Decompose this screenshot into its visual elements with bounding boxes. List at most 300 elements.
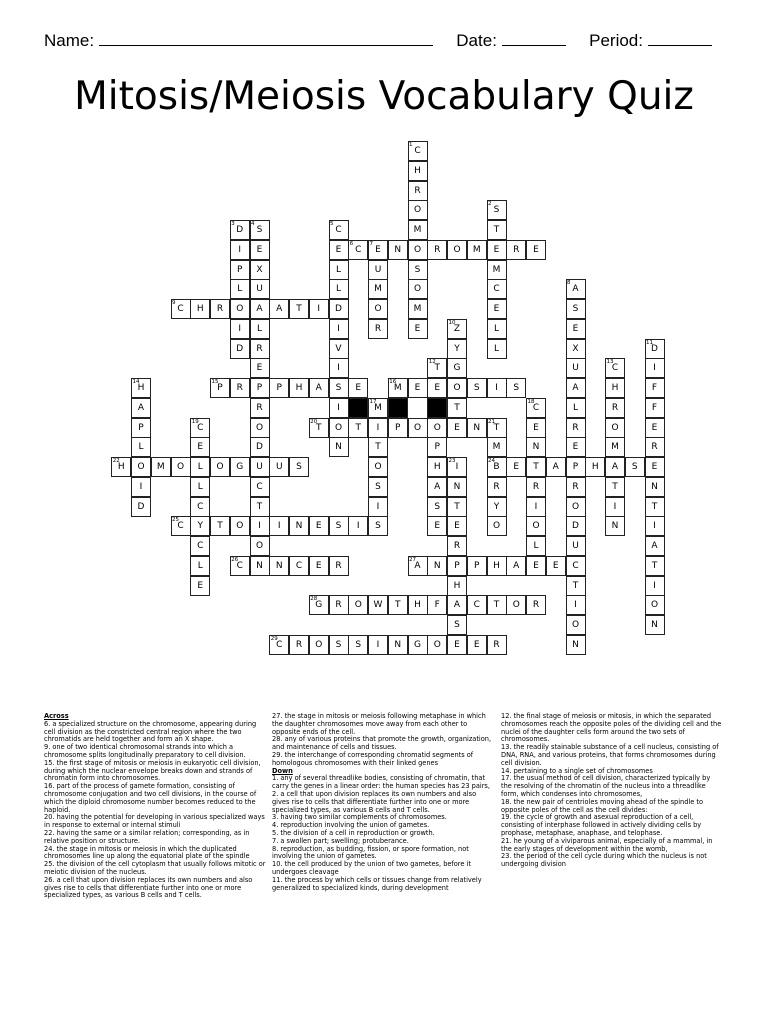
grid-cell[interactable]: P	[467, 556, 487, 576]
grid-cell[interactable]: T	[645, 556, 665, 576]
grid-block	[427, 398, 447, 418]
grid-cell[interactable]: O	[487, 516, 507, 536]
grid-cell[interactable]: S	[467, 378, 487, 398]
grid-cell[interactable]: A	[250, 299, 270, 319]
grid-cell[interactable]: D	[230, 220, 250, 240]
grid-cell[interactable]: I	[645, 358, 665, 378]
grid-cell[interactable]: O	[427, 418, 447, 438]
grid-cell[interactable]: N	[269, 556, 289, 576]
grid-cell[interactable]: R	[506, 240, 526, 260]
grid-cell[interactable]: F	[645, 398, 665, 418]
grid-cell[interactable]: T	[487, 220, 507, 240]
grid-cell[interactable]: O	[230, 299, 250, 319]
clue-number: 25	[172, 517, 179, 524]
grid-cell[interactable]: W	[368, 595, 388, 615]
grid-cell[interactable]: I	[131, 477, 151, 497]
grid-cell[interactable]: B	[487, 457, 507, 477]
grid-cell[interactable]: G	[230, 457, 250, 477]
clue-number: 29	[270, 635, 278, 642]
grid-cell[interactable]: C	[526, 398, 546, 418]
grid-cell[interactable]: T	[645, 497, 665, 517]
grid-cell[interactable]: E	[546, 556, 566, 576]
grid-cell[interactable]: F	[645, 378, 665, 398]
grid-cell[interactable]: O	[427, 635, 447, 655]
grid-cell[interactable]: R	[566, 477, 586, 497]
grid-cell[interactable]: O	[368, 457, 388, 477]
grid-cell[interactable]: E	[447, 635, 467, 655]
grid-cell[interactable]: S	[368, 477, 388, 497]
grid-cell[interactable]: E	[348, 378, 368, 398]
grid-cell[interactable]: E	[526, 240, 546, 260]
grid-cell[interactable]: D	[131, 497, 151, 517]
grid-cell[interactable]: R	[605, 398, 625, 418]
grid-cell[interactable]: O	[408, 418, 428, 438]
grid-cell[interactable]: O	[566, 615, 586, 635]
grid-cell[interactable]: I	[526, 497, 546, 517]
clue-number: 2	[488, 201, 492, 208]
grid-cell[interactable]: C	[348, 240, 368, 260]
grid-cell[interactable]: E	[487, 299, 507, 319]
clue-text: 16. part of the process of gamete formation, consisting of chromosome conjugation and two cell divisions, in the course of which the diploid chromosome number becomes reduced to the haploid.	[44, 782, 257, 814]
period-label: Period:	[589, 31, 643, 50]
grid-cell[interactable]: S	[506, 378, 526, 398]
grid-cell[interactable]: L	[329, 260, 349, 280]
grid-cell[interactable]: N	[467, 418, 487, 438]
grid-cell[interactable]: E	[190, 576, 210, 596]
grid-cell[interactable]: I	[329, 358, 349, 378]
grid-cell[interactable]: M	[408, 220, 428, 240]
clue-text: 3. having two similar complements of chromosomes.	[272, 813, 447, 822]
grid-cell[interactable]: X	[566, 339, 586, 359]
grid-cell[interactable]: R	[329, 595, 349, 615]
grid-cell[interactable]: H	[447, 576, 467, 596]
clue-text: 9. one of two identical chromosomal strands into which a chromosome splits longitudinally preparatory to cell division.	[44, 743, 246, 759]
grid-cell[interactable]: O	[605, 418, 625, 438]
clue-number: 26	[231, 556, 239, 563]
clue-number: 8	[567, 280, 571, 287]
grid-cell[interactable]: S	[368, 516, 388, 536]
grid-cell[interactable]: O	[447, 378, 467, 398]
grid-cell[interactable]: O	[566, 497, 586, 517]
grid-cell[interactable]: H	[408, 161, 428, 181]
grid-cell[interactable]: L	[230, 279, 250, 299]
clue-text: 4. reproduction involving the union of gametes.	[272, 821, 430, 830]
grid-cell[interactable]: N	[566, 635, 586, 655]
grid-cell[interactable]: O	[309, 635, 329, 655]
grid-cell[interactable]: S	[289, 457, 309, 477]
grid-cell[interactable]: O	[210, 457, 230, 477]
grid-cell[interactable]: E	[309, 556, 329, 576]
grid-cell[interactable]: U	[250, 279, 270, 299]
grid-cell[interactable]: O	[329, 418, 349, 438]
grid-cell[interactable]: O	[250, 536, 270, 556]
grid-cell[interactable]: P	[427, 437, 447, 457]
clue-text: 14. pertaining to a single set of chromosomes	[501, 766, 653, 775]
clue-text: 5. the division of a cell in reproduction or growth.	[272, 828, 435, 837]
clue-number: 11	[646, 339, 653, 346]
grid-cell[interactable]: I	[348, 516, 368, 536]
grid-cell[interactable]: O	[348, 595, 368, 615]
grid-cell[interactable]: T	[368, 437, 388, 457]
clue-text: 7. a swollen part; swelling; protuberance.	[272, 836, 409, 845]
grid-cell[interactable]: A	[269, 299, 289, 319]
grid-cell[interactable]: L	[566, 398, 586, 418]
grid-cell[interactable]: S	[625, 457, 645, 477]
grid-cell[interactable]: C	[171, 516, 191, 536]
grid-cell[interactable]: A	[645, 536, 665, 556]
grid-cell[interactable]: A	[605, 457, 625, 477]
grid-cell[interactable]: M	[467, 240, 487, 260]
grid-cell[interactable]: E	[526, 556, 546, 576]
clue-text: 26. a cell that upon division replaces its own numbers and also gives rise to cells that differentiate further into one or more specialized types, as various B cells and T cells.	[44, 875, 253, 900]
grid-cell[interactable]: P	[566, 457, 586, 477]
grid-cell[interactable]: O	[408, 279, 428, 299]
grid-cell[interactable]: H	[427, 457, 447, 477]
grid-cell[interactable]: T	[487, 595, 507, 615]
grid-cell[interactable]: D	[250, 437, 270, 457]
grid-cell[interactable]: P	[131, 418, 151, 438]
grid-cell[interactable]: I	[605, 497, 625, 517]
grid-cell[interactable]: S	[250, 220, 270, 240]
grid-cell[interactable]: A	[427, 477, 447, 497]
grid-cell[interactable]: O	[506, 595, 526, 615]
grid-cell[interactable]: T	[250, 497, 270, 517]
clue-text: 6. a specialized structure on the chromosome, appearing during cell division as the constricted central region where the two chromatids are held together and form an X shape.	[44, 719, 257, 744]
clue-number: 16	[389, 379, 397, 385]
grid-cell[interactable]: U	[566, 358, 586, 378]
grid-cell[interactable]: S	[348, 635, 368, 655]
grid-cell[interactable]: L	[487, 339, 507, 359]
grid-cell[interactable]: M	[368, 279, 388, 299]
grid-cell[interactable]: O	[131, 457, 151, 477]
grid-cell[interactable]: U	[269, 457, 289, 477]
clue-number: 27	[409, 556, 416, 563]
grid-cell[interactable]: T	[289, 299, 309, 319]
grid-cell[interactable]: E	[427, 378, 447, 398]
grid-cell[interactable]: R	[487, 477, 507, 497]
grid-cell[interactable]: H	[408, 595, 428, 615]
clue-column-middle	[272, 713, 492, 892]
grid-cell[interactable]: E	[467, 635, 487, 655]
grid-cell[interactable]: N	[645, 477, 665, 497]
grid-cell[interactable]: G	[447, 358, 467, 378]
grid-cell[interactable]: M	[605, 437, 625, 457]
grid-cell[interactable]: R	[368, 319, 388, 339]
clue-number: 24	[488, 458, 495, 464]
grid-cell[interactable]: R	[526, 595, 546, 615]
grid-cell[interactable]: C	[190, 536, 210, 556]
grid-cell[interactable]: X	[250, 260, 270, 280]
grid-cell[interactable]: Z	[447, 319, 467, 339]
grid-cell[interactable]: T	[605, 477, 625, 497]
grid-cell[interactable]: R	[408, 181, 428, 201]
grid-cell[interactable]: E	[566, 319, 586, 339]
grid-cell[interactable]: C	[289, 556, 309, 576]
grid-cell[interactable]: L	[131, 437, 151, 457]
grid-cell[interactable]: T	[447, 497, 467, 517]
grid-cell[interactable]: O	[447, 240, 467, 260]
clue-text: 20. having the potential for developing in various specialized ways in response to external or internal stimuli	[44, 813, 265, 830]
grid-cell[interactable]: T	[427, 358, 447, 378]
clue-number: 3	[231, 221, 235, 227]
grid-cell[interactable]: U	[250, 457, 270, 477]
clue-text: 21. he young of a viviparous animal, especially of a mammal, in the early stages of development within the womb,	[501, 836, 713, 853]
grid-cell[interactable]: E	[408, 378, 428, 398]
grid-cell[interactable]: G	[408, 635, 428, 655]
clue-number: 4	[251, 221, 255, 227]
grid-cell[interactable]: L	[329, 279, 349, 299]
grid-cell[interactable]: E	[645, 457, 665, 477]
grid-cell[interactable]: R	[250, 398, 270, 418]
grid-cell[interactable]: P	[388, 418, 408, 438]
grid-cell[interactable]: P	[230, 260, 250, 280]
grid-cell[interactable]: E	[368, 240, 388, 260]
grid-cell[interactable]: I	[447, 457, 467, 477]
grid-cell[interactable]: S	[329, 516, 349, 536]
grid-cell[interactable]: A	[566, 279, 586, 299]
grid-cell[interactable]: G	[309, 595, 329, 615]
grid-cell[interactable]: H	[487, 556, 507, 576]
grid-block	[388, 398, 408, 418]
grid-cell[interactable]: H	[131, 378, 151, 398]
grid-cell[interactable]: I	[368, 497, 388, 517]
grid-cell[interactable]: N	[427, 556, 447, 576]
grid-cell[interactable]: E	[329, 240, 349, 260]
grid-cell[interactable]: T	[566, 576, 586, 596]
grid-cell[interactable]: S	[566, 299, 586, 319]
grid-cell[interactable]: M	[368, 398, 388, 418]
grid-cell[interactable]: S	[329, 635, 349, 655]
grid-cell[interactable]: M	[408, 299, 428, 319]
clue-number: 6	[349, 240, 354, 247]
grid-cell[interactable]: R	[289, 635, 309, 655]
grid-cell[interactable]: Y	[190, 516, 210, 536]
grid-cell[interactable]: A	[309, 378, 329, 398]
grid-cell[interactable]: M	[487, 260, 507, 280]
grid-cell[interactable]: N	[526, 437, 546, 457]
grid-block	[348, 398, 368, 418]
grid-cell[interactable]: D	[230, 339, 250, 359]
grid-cell[interactable]: E	[447, 516, 467, 536]
grid-cell[interactable]: N	[289, 516, 309, 536]
grid-cell[interactable]: H	[585, 457, 605, 477]
grid-cell[interactable]: E	[566, 437, 586, 457]
grid-cell[interactable]: Y	[487, 497, 507, 517]
grid-cell[interactable]: D	[645, 339, 665, 359]
grid-cell[interactable]: E	[427, 516, 447, 536]
grid-cell[interactable]: R	[566, 418, 586, 438]
grid-cell[interactable]: L	[526, 536, 546, 556]
grid-cell[interactable]: I	[368, 418, 388, 438]
clue-number: 18	[527, 398, 535, 405]
clue-text: 25. the division of the cell cytoplasm that usually follows mitotic or meiotic division of the nucleus.	[44, 860, 266, 876]
grid-cell[interactable]: C	[408, 141, 428, 161]
grid-cell[interactable]: N	[645, 615, 665, 635]
grid-cell[interactable]: O	[408, 200, 428, 220]
grid-cell[interactable]: E	[447, 418, 467, 438]
grid-cell[interactable]: C	[487, 279, 507, 299]
grid-cell[interactable]: S	[487, 200, 507, 220]
grid-cell[interactable]: T	[348, 418, 368, 438]
grid-cell[interactable]: A	[131, 398, 151, 418]
clue-number: 13	[606, 359, 614, 366]
grid-cell[interactable]: O	[368, 299, 388, 319]
grid-cell[interactable]: R	[230, 378, 250, 398]
grid-cell[interactable]: D	[566, 516, 586, 536]
grid-cell[interactable]: N	[250, 556, 270, 576]
clue-text: 11. the process by which cells or tissues change from relatively generalized to specialized kinds, during development	[272, 875, 482, 892]
grid-cell[interactable]: U	[368, 260, 388, 280]
clue-column-down	[501, 713, 723, 869]
grid-cell[interactable]: I	[645, 576, 665, 596]
grid-cell[interactable]: L	[487, 319, 507, 339]
grid-cell[interactable]: E	[250, 358, 270, 378]
grid-cell[interactable]: E	[645, 418, 665, 438]
grid-cell[interactable]: I	[329, 319, 349, 339]
grid-cell[interactable]: L	[190, 477, 210, 497]
grid-cell[interactable]: N	[605, 516, 625, 536]
grid-cell[interactable]: I	[368, 635, 388, 655]
grid-cell[interactable]: P	[269, 378, 289, 398]
grid-cell[interactable]: L	[190, 457, 210, 477]
grid-cell[interactable]: M	[151, 457, 171, 477]
clue-number: 15	[211, 379, 219, 385]
grid-cell[interactable]: C	[190, 418, 210, 438]
grid-cell[interactable]: I	[250, 516, 270, 536]
grid-cell[interactable]: Y	[447, 339, 467, 359]
grid-cell[interactable]: M	[487, 437, 507, 457]
grid-cell[interactable]: V	[329, 339, 349, 359]
grid-cell[interactable]: U	[566, 536, 586, 556]
clue-text: 1. any of several threadlike bodies, consisting of chromatin, that carry the genes in a linear order: the human species has 23 pairs,	[272, 774, 490, 791]
grid-cell[interactable]: C	[467, 595, 487, 615]
clue-text: 24. the stage in mitosis or meiosis in which the duplicated chromosomes line up along the equatorial plate of the spindle	[44, 844, 250, 861]
grid-cell[interactable]: P	[447, 556, 467, 576]
clue-number: 1	[409, 142, 413, 148]
grid-cell[interactable]: R	[487, 635, 507, 655]
clue-number: 14	[132, 379, 140, 385]
grid-cell[interactable]: E	[309, 516, 329, 536]
grid-cell[interactable]: O	[526, 516, 546, 536]
grid-cell[interactable]: A	[546, 457, 566, 477]
grid-cell[interactable]: H	[605, 378, 625, 398]
grid-cell[interactable]: I	[645, 516, 665, 536]
grid-cell[interactable]: L	[190, 556, 210, 576]
grid-cell[interactable]: S	[408, 260, 428, 280]
clue-heading: Across	[44, 712, 69, 720]
grid-cell[interactable]: I	[230, 319, 250, 339]
clue-text: 19. the cycle of growth and asexual reproduction of a cell, consisting of interphase followed in actively dividing cells by prophase, metaphase, anaphase, and telophase.	[501, 813, 702, 837]
clue-number: 28	[310, 596, 318, 603]
grid-cell[interactable]: R	[250, 339, 270, 359]
grid-cell[interactable]: P	[210, 378, 230, 398]
grid-cell[interactable]: O	[230, 516, 250, 536]
clue-number: 5	[330, 221, 334, 227]
grid-cell[interactable]: C	[190, 497, 210, 517]
grid-cell[interactable]: I	[269, 516, 289, 536]
clue-text: 2. a cell that upon division replaces its own numbers and also gives rise to cells that differentiate further into one or more specialized types, as various B cells and T cells.	[272, 789, 477, 814]
grid-cell[interactable]: C	[269, 635, 289, 655]
clue-number: 9	[172, 300, 176, 306]
grid-cell[interactable]: O	[171, 457, 191, 477]
grid-cell[interactable]: O	[645, 595, 665, 615]
grid-cell[interactable]: T	[388, 595, 408, 615]
grid-cell[interactable]: I	[487, 378, 507, 398]
grid-cell[interactable]: I	[309, 299, 329, 319]
grid-cell[interactable]: R	[526, 477, 546, 497]
grid-cell[interactable]: I	[566, 595, 586, 615]
grid-cell[interactable]: S	[447, 615, 467, 635]
grid-cell[interactable]: H	[190, 299, 210, 319]
grid-cell[interactable]: C	[566, 556, 586, 576]
grid-cell[interactable]: C	[605, 358, 625, 378]
grid-cell[interactable]: S	[427, 497, 447, 517]
grid-cell[interactable]: F	[427, 595, 447, 615]
grid-cell[interactable]: E	[487, 240, 507, 260]
grid-cell[interactable]: C	[171, 299, 191, 319]
grid-cell[interactable]: N	[388, 240, 408, 260]
date-label: Date:	[456, 31, 497, 50]
grid-cell[interactable]: C	[230, 556, 250, 576]
grid-cell[interactable]: P	[250, 378, 270, 398]
grid-cell[interactable]: T	[210, 516, 230, 536]
grid-cell[interactable]: R	[447, 536, 467, 556]
grid-cell[interactable]: A	[566, 378, 586, 398]
grid-cell[interactable]: E	[506, 457, 526, 477]
grid-cell[interactable]: N	[329, 437, 349, 457]
grid-cell[interactable]: R	[645, 437, 665, 457]
grid-cell[interactable]: M	[388, 378, 408, 398]
grid-cell[interactable]: H	[289, 378, 309, 398]
grid-cell[interactable]: O	[250, 418, 270, 438]
grid-cell[interactable]: A	[408, 556, 428, 576]
grid-cell[interactable]: C	[250, 477, 270, 497]
grid-cell[interactable]: C	[329, 220, 349, 240]
clue-column-across	[44, 713, 266, 900]
grid-cell[interactable]: R	[210, 299, 230, 319]
clue-text: 10. the cell produced by the union of two gametes, before it undergoes cleavage	[272, 860, 471, 876]
grid-cell[interactable]: E	[408, 319, 428, 339]
grid-cell[interactable]: N	[447, 477, 467, 497]
grid-cell[interactable]: A	[506, 556, 526, 576]
grid-cell[interactable]: O	[408, 240, 428, 260]
page-title: Mitosis/Meiosis Vocabulary Quiz	[74, 74, 694, 119]
grid-cell[interactable]: E	[190, 437, 210, 457]
grid-cell[interactable]: D	[329, 299, 349, 319]
grid-cell[interactable]: R	[329, 556, 349, 576]
clue-text: 15. the first stage of mitosis or meiosis in eukaryotic cell division, during which the nuclear envelope breaks down and strands of chromatin form into chromosomes.	[44, 758, 261, 783]
clue-text: 13. the readily stainable substance of a cell nucleus, consisting of DNA, RNA, and various proteins, that forms chromosomes during cell division.	[501, 743, 719, 767]
grid-cell[interactable]: T	[487, 418, 507, 438]
grid-cell[interactable]: T	[309, 418, 329, 438]
grid-cell[interactable]: T	[447, 398, 467, 418]
clue-number: 10	[448, 319, 456, 326]
grid-cell[interactable]: R	[427, 240, 447, 260]
grid-cell[interactable]: T	[526, 457, 546, 477]
grid-cell[interactable]: A	[447, 595, 467, 615]
grid-cell[interactable]: S	[329, 378, 349, 398]
clue-text: 8. reproduction, as budding, fission, or spore formation, not involving the union of gametes.	[272, 844, 469, 861]
grid-cell[interactable]: E	[526, 418, 546, 438]
grid-cell[interactable]: I	[329, 398, 349, 418]
grid-cell[interactable]: H	[111, 457, 131, 477]
grid-cell[interactable]: E	[250, 240, 270, 260]
grid-cell[interactable]: L	[250, 319, 270, 339]
grid-cell[interactable]: N	[388, 635, 408, 655]
clue-number: 22	[112, 458, 120, 464]
grid-cell[interactable]: I	[230, 240, 250, 260]
clue-text: 27. the stage in mitosis or meiosis following metaphase in which the daughter chromosomes move away from each other to opposite ends of the cell.	[272, 712, 486, 736]
